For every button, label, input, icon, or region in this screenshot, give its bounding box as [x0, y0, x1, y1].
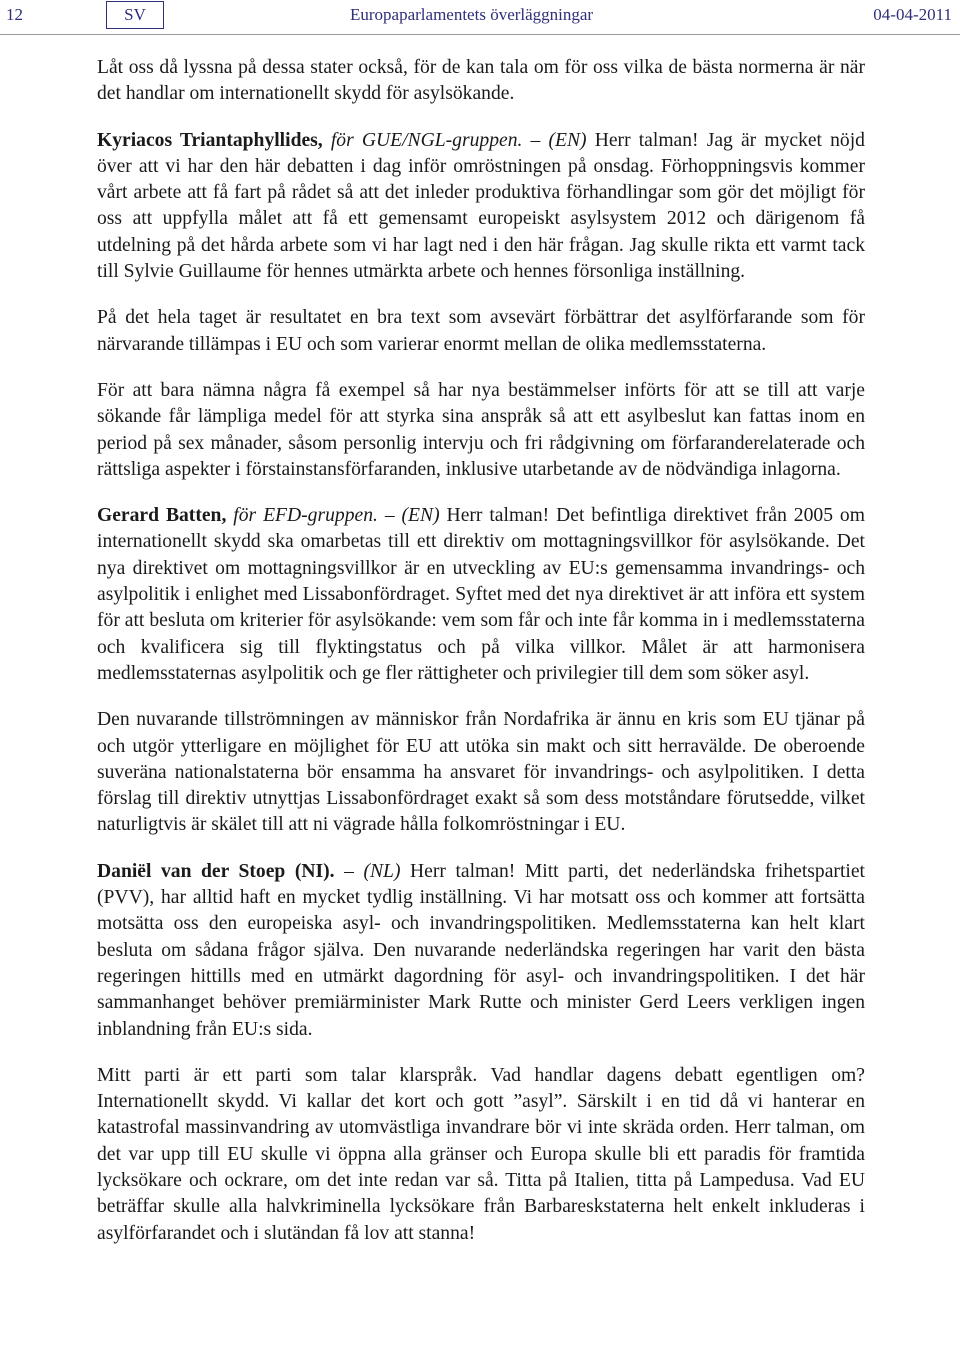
speaker-name: Kyriacos Triantaphyllides, [97, 129, 323, 151]
paragraph [97, 1063, 865, 1247]
speaker-affiliation: för GUE/NGL-gruppen. [330, 129, 523, 151]
speech-paragraph [97, 503, 865, 687]
speaker-affiliation: för EFD-gruppen. [233, 505, 378, 527]
page-number: 12 [6, 5, 23, 24]
paragraph-text: För att bara nämna några få exempel så har nya bestämmelser införts för att se till att varje sökande får lämpliga medel för att styrka sina anspråk så att ett asylbeslut kan fattas inom en period på sex månader, såsom personlig intervju och fri rådgivning om förfaranderelaterade och rättsliga aspekter i förstainstansförfaranden, inklusive utarbetande av de nödvändiga inlagorna. [97, 379, 865, 480]
paragraph-text: Den nuvarande tillströmningen av människor från Nordafrika är ännu en kris som EU tjänar på och utgör ytterligare en möjlighet för EU att utöka sin makt och sitt herravälde. De oberoende suveräna nationalstaterna bör ensamma ha ansvaret för invandrings- och asylpolitiken. I detta förslag till direktiv utnyttjas Lissabonfördraget exakt så som dess motståndare förutsedde, vilket naturligtvis är skälet till att ni vägrade hålla folkomröstningar i EU. [97, 709, 865, 836]
speech-paragraph [97, 128, 865, 286]
paragraph-text: Herr talman! Det befintliga direktivet från 2005 om internationellt skydd ska omarbetas till ett direktiv om mottagningsvillkor för asylsökande. Det nya direktivet om mottagningsvillkor är en utveckling av EU:s gemensamma invandrings- och asylpolitik i enlighet med Lissabonfördraget. Syftet med det nya direktivet är att införa ett system för att besluta om kriterier för asylsökande: vem som får och inte får komma in i medlemsstaterna och kvalificera sig till flyktingstatus och på vilka villkor. Målet är att harmonisera medlemsstaternas asylpolitik och ge fler rättigheter och privilegier till dem som söker asyl. [97, 505, 865, 684]
paragraph-text: Låt oss då lyssna på dessa stater också, för de kan tala om för oss vilka de bästa normerna är när det handlar om internationellt skydd för asylsökande. [97, 57, 865, 105]
paragraph-text: Herr talman! Mitt parti, det nederländska frihetspartiet (PVV), har alltid haft en mycket tydlig inställning. Vi har motsatt oss och kommer att fortsätta motsätta oss den europeiska asyl- och invandringspolitiken. Medlemsstaterna kan helt klart besluta om sådana frågor själva. Den nuvarande nederländska regeringen har varit den bästa regeringen hittills med en utmärkt dagordning för asyl- och invandringspolitiken. I det här sammanhanget behöver premiärminister Mark Rutte och minister Gerd Leers verkligen ingen inblandning från EU:s sida. [97, 860, 865, 1040]
speech-language: – (EN) [530, 129, 587, 151]
paragraph [97, 55, 865, 108]
publication-title: Europaparlamentets överläggningar [350, 5, 594, 24]
speech-paragraph [97, 859, 865, 1043]
speaker-name: Gerard Batten, [97, 505, 227, 527]
page-header [0, 0, 960, 35]
paragraph-text: På det hela taget är resultatet en bra text som avsevärt förbättrar det asylförfarande som för närvarande tillämpas i EU och som varierar enormt mellan de olika medlemsstaterna. [97, 307, 865, 355]
paragraph-text: Mitt parti är ett parti som talar klarspråk. Vad handlar dagens debatt egentligen om? Internationellt skydd. Vi kallar det kort och gott ”asyl”. Särskilt i en tid då vi hanterar en katastrofal massinvandring av utomvästliga invandrare bör vi inte skräda orden. Herr talman, om det var upp till EU skulle vi öppna alla gränser och Europa skulle bli ett paradis för framtida lycksökare och ockrare, om det inte redan var så. Titta på Italien, titta på Lampedusa. Vad EU beträffar skulle alla halvkriminella lycksökare från Barbareskstaterna helt enkelt inkluderas i asylförfarandet och i slutändan få lov att stanna! [97, 1064, 865, 1244]
document-body [97, 55, 865, 1267]
speech-language: – (NL) [344, 860, 401, 882]
paragraph-text: Herr talman! Jag är mycket nöjd över att vi har den här debatten i dag inför omröstningen på onsdag. Förhoppningsvis kommer vårt arbete att få fart på rådet så att det inleder produktiva förhandlingar som gör det möjligt för oss att uppfylla målet att få ett gemensamt europeiskt asylsystem 2012 och därigenom få utdelning på det hårda arbete som vi har lagt ned i den här frågan. Jag skulle rikta ett varmt tack till Sylvie Guillaume för hennes utmärkta arbete och hennes försonliga inställning. [97, 129, 865, 283]
publication-date: 04-04-2011 [873, 5, 952, 24]
paragraph [97, 305, 865, 358]
paragraph [97, 707, 865, 838]
speech-language: – (EN) [384, 505, 440, 527]
paragraph [97, 378, 865, 483]
language-badge: SV [106, 1, 164, 29]
speaker-name: Daniël van der Stoep (NI). [97, 860, 335, 882]
